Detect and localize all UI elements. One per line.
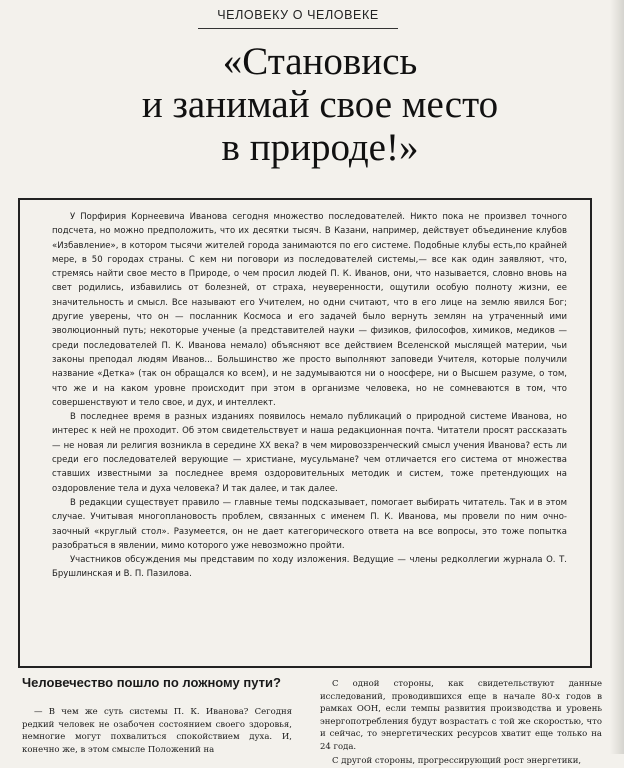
headline-line-3: в природе!» <box>221 126 419 169</box>
intro-text <box>52 210 567 582</box>
section-rubric: ЧЕЛОВЕКУ О ЧЕЛОВЕКЕ <box>217 8 379 22</box>
right-column-paragraph: С другой стороны, прогрессирующий рост энергетики, <box>332 756 582 766</box>
headline-line-2: и занимай свое место <box>141 83 499 126</box>
section-subheading: Человечество пошло по ложному пути? <box>22 675 281 690</box>
intro-paragraph: Участников обсуждения мы представим по ходу изложения. Ведущие — члены редколлегии журнала О. Т. Брушлинская и В. П. Пазилова. <box>52 555 567 580</box>
intro-paragraph: У Порфирия Корнеевича Иванова сегодня множество последователей. Никто пока не произвел точного подсчета, но можно предположить, что их десятки тысяч. В Казани, например, действует объединение клубов «Избавление», в котором тысячи жителей города занимаются по его системе. Подобные клубы есть,по крайней мере, в 50 городах страны. С кем ни поговори из последователей системы,— все как один заявляют, что, стремясь найти свое место в Природе, о чем просил людей П. К. Иванов, они, что называется, словно вновь на свет родились, избавились от болезней, от страха, неуверенности, ощутили особую полноту жизни, ее значительность и смысл. Все называют его Учителем, но одни считают, что в его лице на землю явился Бог; другие уверены, что он — посланник Космоса и его задачей было вернуть землян на утраченный ими эволюционный путь; некоторые ученые (а представителей науки — физиков, философов, химиков, медиков — среди последователей П. К. Иванова немало) объясняют все действием Вселенской мыслящей материи, чьи законы преподал людям Иванов... Большинство же просто выполняют заповеди Учителя, которые получили название «Детка» (так он обращался ко всем), и не задумываются ни о ноосфере, ни о Высшем разуме, о том, что же и на каком уровне происходит при этом в организме человека, но не сомневаются в том, что совершенствуют и тело свое, и дух, и интеллект. <box>52 212 567 408</box>
intro-paragraph: В последнее время в разных изданиях появилось немало публикаций о природной системе Иванова, но интерес к ней не проходит. Об этом свидетельствует и наша редакционная почта. Читатели просят рассказать — не новая ли религия возникла в середине XX века? в чем мировоззренческий смысл учения Иванова? есть ли среди его последователей верующие — христиане, мусульмане? чем отличается его система от множества ставших известными за последнее время оздоровительных методик и систем, тоже претендующих на оздоровление тела и духа человека? И так далее, и так далее. <box>52 412 567 494</box>
left-column <box>22 675 292 756</box>
scan-edge-shadow <box>610 0 624 754</box>
headline-line-1: «Становись <box>222 40 418 83</box>
right-column-paragraph: С одной стороны, как свидетельствуют данные исследований, проводившихся еще в начале 80-х годов в рамках ООН, если темпы развития производства и уровень энергопотребления будут возрастать с той же скоростью, что и сейчас, то энергетических ресурсов хватит еще только на 24 года. <box>320 679 602 752</box>
intro-paragraph: В редакции существует правило — главные темы подсказывает, помогает выбирать читатель. Так и в этом случае. Учитывая многоплановость проблем, связанных с именем П. К. Иванова, мы провели по ним очно-заочный «круглый стол». Разумеется, он не дает категорического ответа на все вопросы, это тоже попытка разобраться в явлении, мимо которого уже невозможно пройти. <box>52 497 567 551</box>
article-headline <box>40 40 600 169</box>
left-column-text: — В чем же суть системы П. К. Иванова? Сегодня редкий человек не озабочен состоянием своего здоровья, немногие могут похвалиться спокойствием духа. И, конечно же, в этом смысле Положений на <box>22 707 292 755</box>
right-column <box>320 678 602 768</box>
rubric-underline <box>198 28 398 29</box>
